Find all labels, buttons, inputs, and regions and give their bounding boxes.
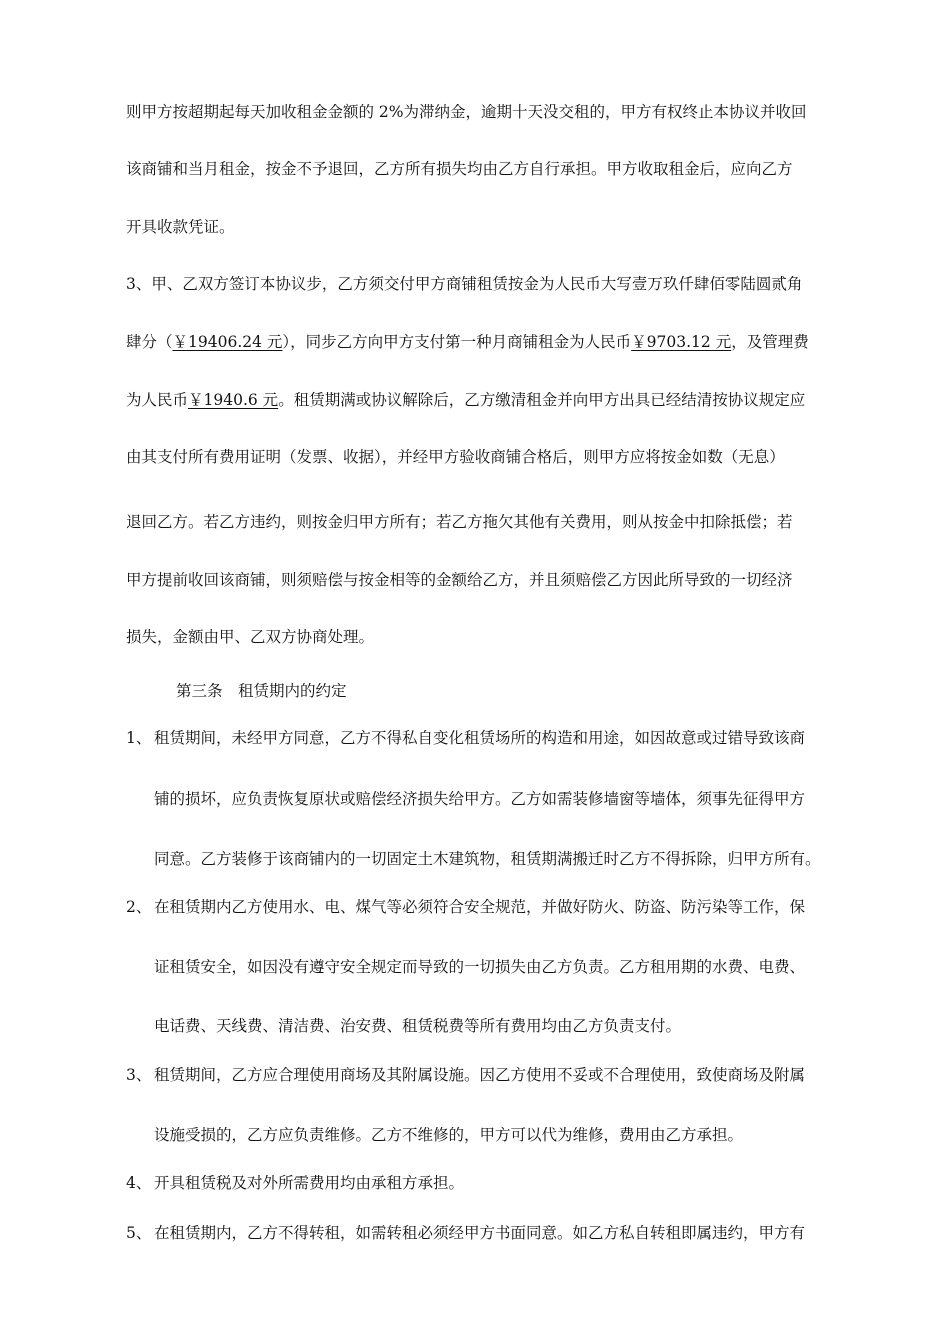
text-line: 租赁期间，未经甲方同意，乙方不得私自变化租赁场所的构造和用途，如因故意或过错导致该商 bbox=[154, 729, 806, 747]
text-fragment: 。租赁期满或协议解除后，乙方缴清租金并向甲方出具已经结清按协议规定应 bbox=[278, 391, 806, 409]
text-line: 同意。乙方装修于该商铺内的一切固定土木建筑物，租赁期满搬迁时乙方不得拆除，归甲方所有。 bbox=[154, 850, 821, 868]
text-line bbox=[126, 390, 805, 410]
text-line: 开具收款凭证。 bbox=[126, 218, 235, 236]
text-line: 损失，金额由甲、乙双方协商处理。 bbox=[126, 628, 375, 646]
management-fee-amount: ￥1940.6 元 bbox=[188, 391, 279, 409]
text-line: 则甲方按超期起每天加收租金金额的 2%为滞纳金，逾期十天没交租的，甲方有权终止本协议并收回 bbox=[126, 103, 807, 121]
text-line: 在租赁期内乙方使用水、电、煤气等必须符合安全规范，并做好防火、防盗、防污染等工作，保 bbox=[154, 898, 806, 916]
text-line bbox=[126, 332, 809, 352]
text-line: 在租赁期内，乙方不得转租，如需转租必须经甲方书面同意。如乙方私自转租即属违约，甲方有 bbox=[154, 1224, 806, 1242]
text-line: 租赁期间，乙方应合理使用商场及其附属设施。因乙方使用不妥或不合理使用，致使商场及附属 bbox=[154, 1066, 806, 1084]
text-fragment: 肆分（ bbox=[126, 333, 173, 351]
item-number: 2、 bbox=[126, 898, 152, 916]
text-fragment: 为人民币 bbox=[126, 391, 189, 409]
text-line: 由其支付所有费用证明（发票、收据），并经甲方验收商铺合格后，则甲方应将按金如数（无息） bbox=[126, 448, 785, 466]
text-line: 该商铺和当月租金，按金不予退回，乙方所有损失均由乙方自行承担。甲方收取租金后，应向乙方 bbox=[126, 160, 793, 178]
item-number: 1、 bbox=[126, 729, 152, 747]
text-line: 铺的损坏，应负责恢复原状或赔偿经济损失给甲方。乙方如需装修墙窗等墙体，须事先征得甲方 bbox=[154, 790, 806, 808]
text-line: 开具租赁税及对外所需费用均由承租方承担。 bbox=[154, 1174, 465, 1192]
text-line: 3、甲、乙双方签订本协议步，乙方须交付甲方商铺租赁按金为人民币大写壹万玖仟肆佰零陆圆贰角 bbox=[126, 275, 803, 293]
text-line: 证租赁安全，如因没有遵守安全规定而导致的一切损失由乙方负责。乙方租用期的水费、电费、 bbox=[154, 958, 806, 976]
article-heading: 第三条 租赁期内的约定 bbox=[176, 682, 347, 700]
text-fragment: ），同步乙方向甲方支付第一种月商铺租金为人民币 bbox=[282, 333, 632, 351]
item-number: 3、 bbox=[126, 1066, 152, 1084]
text-line: 退回乙方。若乙方违约，则按金归甲方所有；若乙方拖欠其他有关费用，则从按金中扣除抵偿；若 bbox=[126, 513, 793, 531]
text-line: 电话费、天线费、清洁费、治安费、租赁税费等所有费用均由乙方负责支付。 bbox=[154, 1017, 682, 1035]
text-line: 甲方提前收回该商铺，则须赔偿与按金相等的金额给乙方，并且须赔偿乙方因此所导致的一切经济 bbox=[126, 571, 793, 589]
item-number: 5、 bbox=[126, 1224, 152, 1242]
text-line: 设施受损的，乙方应负责维修。乙方不维修的，甲方可以代为维修，费用由乙方承担。 bbox=[154, 1126, 744, 1144]
deposit-amount: ￥19406.24 元 bbox=[172, 333, 283, 351]
text-fragment: ，及管理费 bbox=[731, 333, 809, 351]
rent-amount: ￥9703.12 元 bbox=[631, 333, 732, 351]
item-number: 4、 bbox=[126, 1174, 152, 1192]
